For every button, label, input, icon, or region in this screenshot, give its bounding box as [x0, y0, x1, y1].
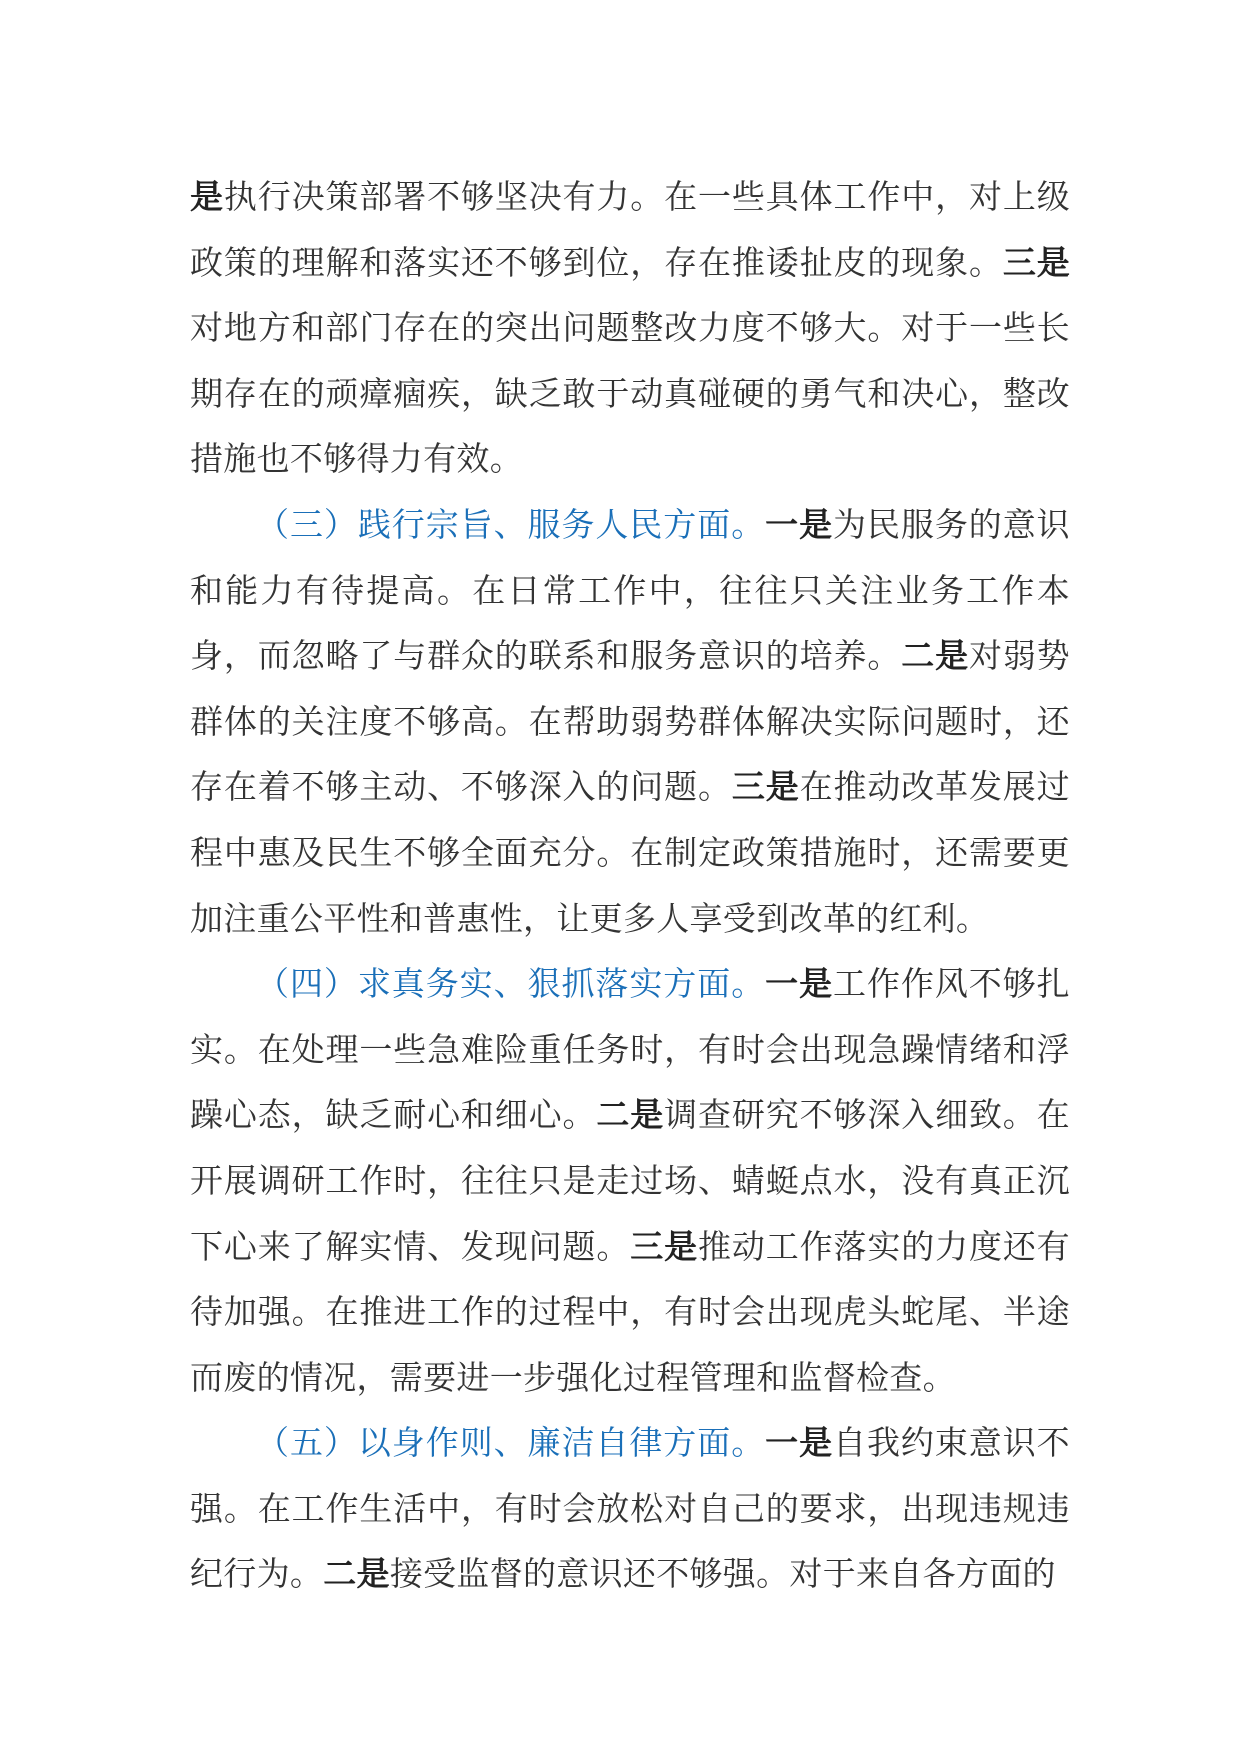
bold-lead-phrase: 一是 [765, 964, 834, 1004]
section-heading: （四）求真务实、狠抓落实方面。 [256, 964, 766, 1004]
body-text-run: 自我约束意识不强。在工作生活中，有时会放松对自己的要求，出现违规违纪行为。 [190, 1423, 1070, 1594]
bold-lead-phrase: 三是 [731, 767, 800, 807]
paragraph-section-3 [190, 492, 1070, 951]
body-text-run: 工作作风不够扎实。在处理一些急难险重任务时，有时会出现急躁情绪和浮躁心态，缺乏耐心和细心。 [190, 964, 1070, 1135]
paragraph-section-5 [190, 1410, 1070, 1607]
paragraph-section-4 [190, 951, 1070, 1410]
body-text-run: 在推动改革发展过程中惠及民生不够全面充分。在制定政策措施时，还需要更加注重公平性和普惠性，让更多人享受到改革的红利。 [190, 767, 1070, 938]
bold-lead-phrase: 二是 [596, 1095, 665, 1135]
body-text-run: 推动工作落实的力度还有待加强。在推进工作的过程中，有时会出现虎头蛇尾、半途而废的情况，需要进一步强化过程管理和监督检查。 [190, 1226, 1070, 1397]
body-text-run: 调查研究不够深入细致。在开展调研工作时，往往只是走过场、蜻蜓点水，没有真正沉下心来了解实情、发现问题。 [190, 1095, 1070, 1266]
section-heading: （三）践行宗旨、服务人民方面。 [256, 504, 766, 544]
bold-lead-phrase: 是 [190, 177, 224, 216]
bold-lead-phrase: 一是 [765, 504, 834, 544]
bold-lead-phrase: 二是 [323, 1554, 390, 1594]
body-text-run: 接受监督的意识还不够强。对于来自各方面的 [389, 1554, 1056, 1594]
bold-lead-phrase: 一是 [765, 1423, 834, 1463]
paragraph-continuation [190, 164, 1070, 492]
document-body [190, 164, 1070, 1607]
bold-lead-phrase: 三是 [630, 1226, 699, 1266]
body-text-run: 对地方和部门存在的突出问题整改力度不够大。对于一些长期存在的顽瘴痼疾，缺乏敢于动真碰硬的勇气和决心，整改措施也不够得力有效。 [190, 308, 1070, 479]
body-text-run: 为民服务的意识和能力有待提高。在日常工作中，往往只关注业务工作本身，而忽略了与群众的联系和服务意识的培养。 [190, 504, 1070, 676]
bold-lead-phrase: 二是 [901, 636, 969, 676]
section-heading: （五）以身作则、廉洁自律方面。 [256, 1423, 766, 1463]
bold-lead-phrase: 三是 [1002, 242, 1070, 282]
body-text-run: 对弱势群体的关注度不够高。在帮助弱势群体解决实际问题时，还存在着不够主动、不够深入的问题。 [190, 636, 1070, 807]
body-text-run: 执行决策部署不够坚决有力。在一些具体工作中，对上级政策的理解和落实还不够到位，存在推诿扯皮的现象。 [190, 177, 1070, 282]
